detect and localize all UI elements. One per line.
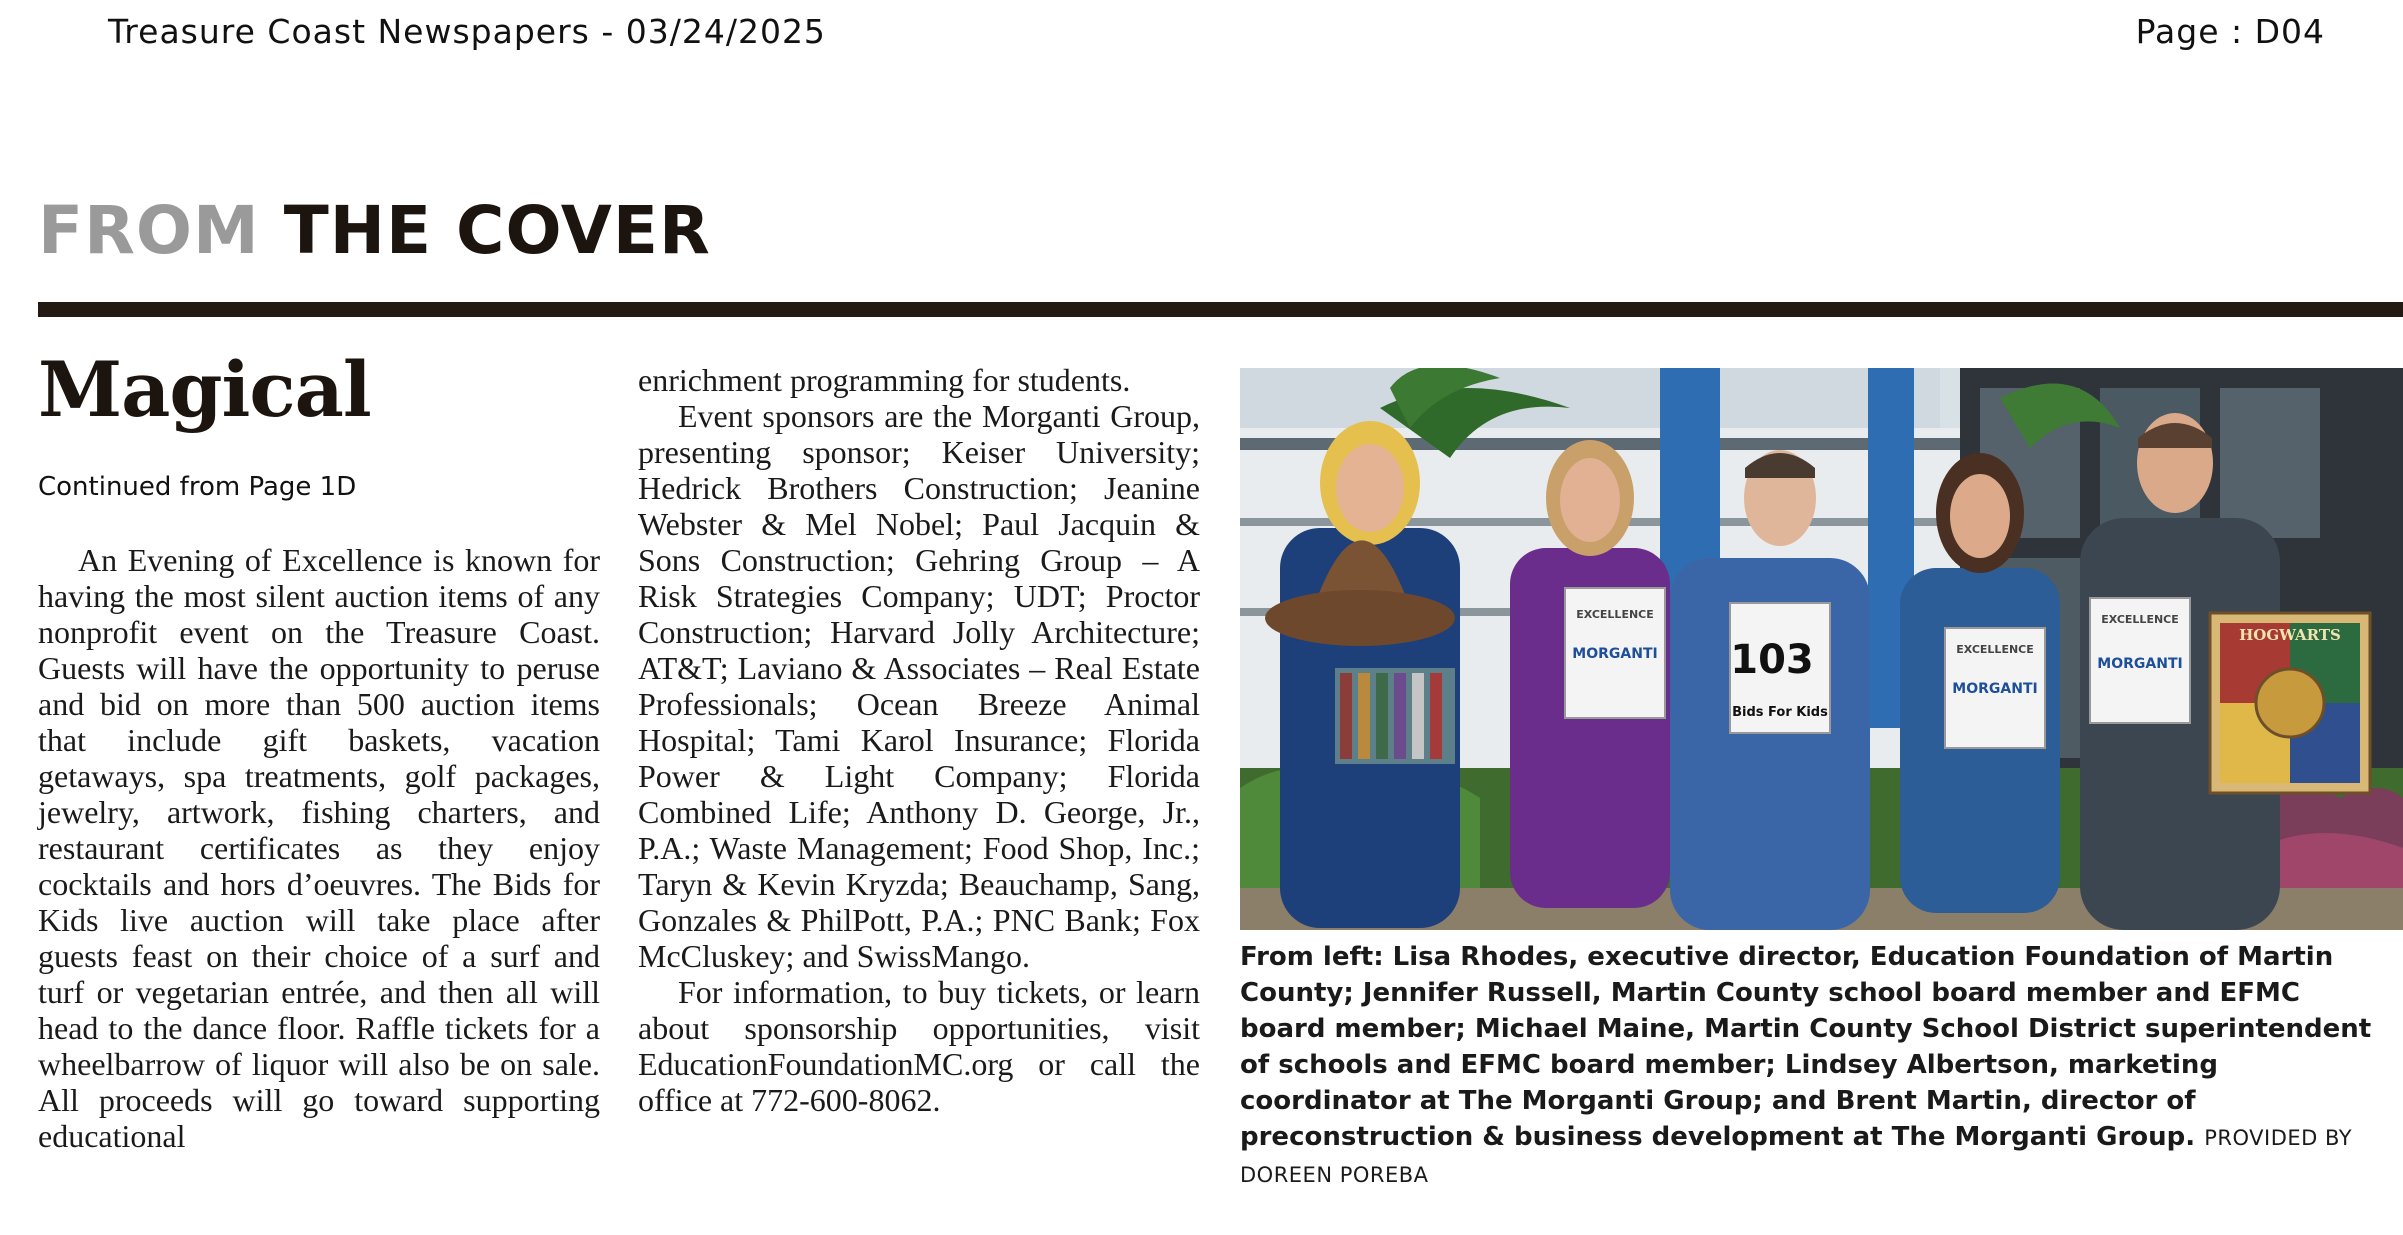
page-number: Page : D04 [2135, 12, 2325, 51]
section-heading-light: FROM [38, 192, 260, 269]
photo-caption [1240, 939, 2390, 1193]
article-headline: Magical [38, 345, 371, 434]
caption-text: From left: Lisa Rhodes, executive director, Education Foundation of Martin County; Jennifer Russell, Martin County school board member and EFMC board member; Michael Maine, Martin County School District superintendent of schools and EFMC board member; Lindsey Albertson, marketing coordinator at The Morganti Group; and Brent Martin, director of preconstruction & business development at The Morganti Group. [1240, 942, 2372, 1152]
sign-excellence-text: EXCELLENCE [1576, 608, 1654, 621]
paragraph: An Evening of Excellence is known for having the most silent auction items of any nonprofit event on the Treasure Coast. Guests will have the opportunity to peruse and bid on more than 500 auction items that include gift baskets, vacation getaways, spa treatments, golf packages, jewelry, artwork, fishing charters, and restaurant certificates as they enjoy cocktails and hors d’oeuvres. The Bids for Kids live auction will take place after guests feast on their choice of a surf and turf or vegetarian entrée, and then all will head to the dance floor. Raffle tickets for a wheelbarrow of liquor will also be on sale. All proceeds will go toward supporting educational [38, 542, 600, 1154]
paragraph-sponsors: Event sponsors are the Morganti Group, presenting sponsor; Keiser University; Hedrick Brothers Construction; Jeanine Webster & Mel Nobel; Paul Jacquin & Sons Construction; Gehring Group – A Risk Strategies Company; UDT; Proctor Construction; Harvard Jolly Architecture; AT&T; Laviano & Associates – Real Estate Professionals; Ocean Breeze Animal Hospital; Tami Karol Insurance; Florida Power & Light Company; Florida Combined Life; Anthony D. George, Jr., P.A.; Waste Management; Food Shop, Inc.; Taryn & Kevin Kryzda; Beauchamp, Sang, Gonzales & PhilPott, P.A.; PNC Bank; Fox McCluskey; and SwissMango. [638, 398, 1200, 974]
publication-date: Treasure Coast Newspapers - 03/24/2025 [108, 12, 826, 51]
sign-morganti-text: MORGANTI [1952, 681, 2038, 697]
jump-line: Continued from Page 1D [38, 472, 357, 502]
sign-excellence-text: EXCELLENCE [2101, 613, 2179, 626]
photo-credit: PROVIDED BY DOREEN POREBA [1240, 1126, 2353, 1187]
sign-hogwarts-text: HOGWARTS [2239, 626, 2341, 644]
paragraph-continuation: enrichment programming for students. [638, 362, 1131, 398]
article-column-2 [638, 362, 1200, 1118]
section-heading-dark: THE COVER [283, 192, 711, 269]
article-column-1 [38, 542, 600, 1154]
paragraph-info: For information, to buy tickets, or learn about sponsorship opportunities, visit EducationFoundationMC.org or call the office at 772-600-8062. [638, 974, 1200, 1118]
sign-morganti-text: MORGANTI [1572, 646, 1658, 662]
sign-bids-number: 103 [1730, 637, 1814, 683]
section-heading [38, 192, 711, 269]
sign-morganti-text: MORGANTI [2097, 656, 2183, 672]
masthead [108, 12, 2325, 60]
section-divider [38, 302, 2403, 317]
sign-excellence-text: EXCELLENCE [1956, 643, 2034, 656]
event-photo [1240, 368, 2403, 930]
sign-bids-label: Bids For Kids [1732, 705, 1828, 720]
